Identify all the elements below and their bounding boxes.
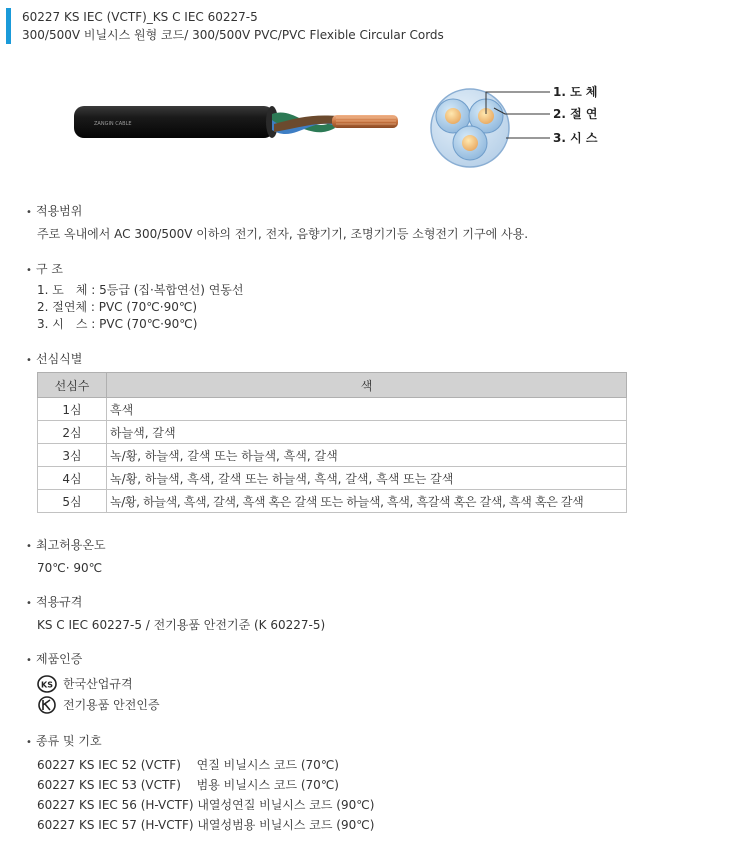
header-subtitle: 300/500V 비닐시스 원형 코드/ 300/500V PVC/PVC Flexible Circular Cords <box>22 28 444 42</box>
type-line: 60227 KS IEC 52 (VCTF) 연질 비닐시스 코드 (70℃) <box>37 758 339 772</box>
structure-line: 2. 절연체 : PVC (70℃·90℃) <box>37 300 198 314</box>
cert-label: 전기용품 안전인증 <box>63 697 160 712</box>
column-header: 선심수 <box>38 373 107 398</box>
table-row <box>38 467 627 490</box>
type-line: 60227 KS IEC 57 (H-VCTF) 내열성범용 비닐시스 코드 (90℃) <box>37 818 375 832</box>
bullet-icon: • <box>26 737 32 748</box>
core-count: 3심 <box>38 444 107 467</box>
cert-label: 한국산업규격 <box>63 676 133 691</box>
cable-illustration <box>60 78 620 178</box>
bullet-icon: • <box>26 598 32 609</box>
label-sheath: 3. 시 스 <box>553 131 598 145</box>
table-row <box>38 444 627 467</box>
core-color-table <box>37 372 627 513</box>
structure-line: 3. 시 스 : PVC (70℃·90℃) <box>37 317 198 331</box>
section-heading: 제품인증 <box>36 652 83 666</box>
structure-line: 1. 도 체 : 5등급 (집·복합연선) 연동선 <box>37 283 244 297</box>
core-colors: 녹/황, 하늘색, 흑색, 갈색 또는 하늘색, 흑색, 갈색, 흑색 또는 갈색 <box>107 467 627 490</box>
section-max-temp <box>26 537 106 577</box>
table-row <box>38 398 627 421</box>
label-insulation: 2. 절 연 <box>553 107 598 121</box>
core-colors: 하늘색, 갈색 <box>107 421 627 444</box>
section-core-id <box>26 351 82 369</box>
bullet-icon: • <box>26 655 32 666</box>
section-standard <box>26 594 325 634</box>
ks-mark-text: KS <box>41 680 53 689</box>
section-usage <box>26 203 528 243</box>
core-count: 2심 <box>38 421 107 444</box>
max-temp-text: 70℃· 90℃ <box>37 561 103 575</box>
section-heading: 최고허용온도 <box>36 538 106 552</box>
section-certification <box>26 651 160 715</box>
bullet-icon: • <box>26 355 32 366</box>
core-count: 4심 <box>38 467 107 490</box>
section-heading: 적용범위 <box>36 204 83 218</box>
usage-text: 주로 옥내에서 AC 300/500V 이하의 전기, 전자, 음향기기, 조명기기등 소형전기 기구에 사용. <box>37 227 529 241</box>
section-types <box>26 733 374 835</box>
section-structure <box>26 261 243 333</box>
core-count: 5심 <box>38 490 107 513</box>
cable-print-text: ZANGIN CABLE <box>94 121 132 127</box>
column-header: 색 <box>107 373 627 398</box>
bullet-icon: • <box>26 541 32 552</box>
cert-item-ks <box>37 673 160 694</box>
ks-mark-icon <box>37 675 57 693</box>
core-colors: 녹/황, 하늘색, 갈색 또는 하늘색, 흑색, 갈색 <box>107 444 627 467</box>
bullet-icon: • <box>26 265 32 276</box>
type-line: 60227 KS IEC 53 (VCTF) 범용 비닐시스 코드 (70℃) <box>37 778 339 792</box>
header-title: 60227 KS IEC (VCTF)_KS C IEC 60227-5 <box>22 10 258 24</box>
page-header <box>6 8 444 44</box>
core-colors: 녹/황, 하늘색, 흑색, 갈색, 흑색 혹은 갈색 또는 하늘색, 흑색, 흑갈색 혹은 갈색, 흑색 혹은 갈색 <box>107 490 627 513</box>
table-row <box>38 421 627 444</box>
label-conductor: 1. 도 체 <box>553 85 598 99</box>
standard-text: KS C IEC 60227-5 / 전기용품 안전기준 (K 60227-5) <box>37 618 326 632</box>
table-row <box>38 490 627 513</box>
section-heading: 선심식별 <box>36 352 83 366</box>
cert-item-safety <box>37 694 160 715</box>
table-header-row <box>38 373 627 398</box>
copper-conductor <box>332 115 398 128</box>
cable-figure <box>60 78 620 178</box>
bullet-icon: • <box>26 207 32 218</box>
core-colors: 흑색 <box>107 398 627 421</box>
type-line: 60227 KS IEC 56 (H-VCTF) 내열성연질 비닐시스 코드 (90℃) <box>37 798 375 812</box>
section-heading: 적용규격 <box>36 595 83 609</box>
section-heading: 구 조 <box>36 262 63 276</box>
safety-mark-icon <box>37 696 57 714</box>
section-heading: 종류 및 기호 <box>36 734 102 748</box>
core-count: 1심 <box>38 398 107 421</box>
